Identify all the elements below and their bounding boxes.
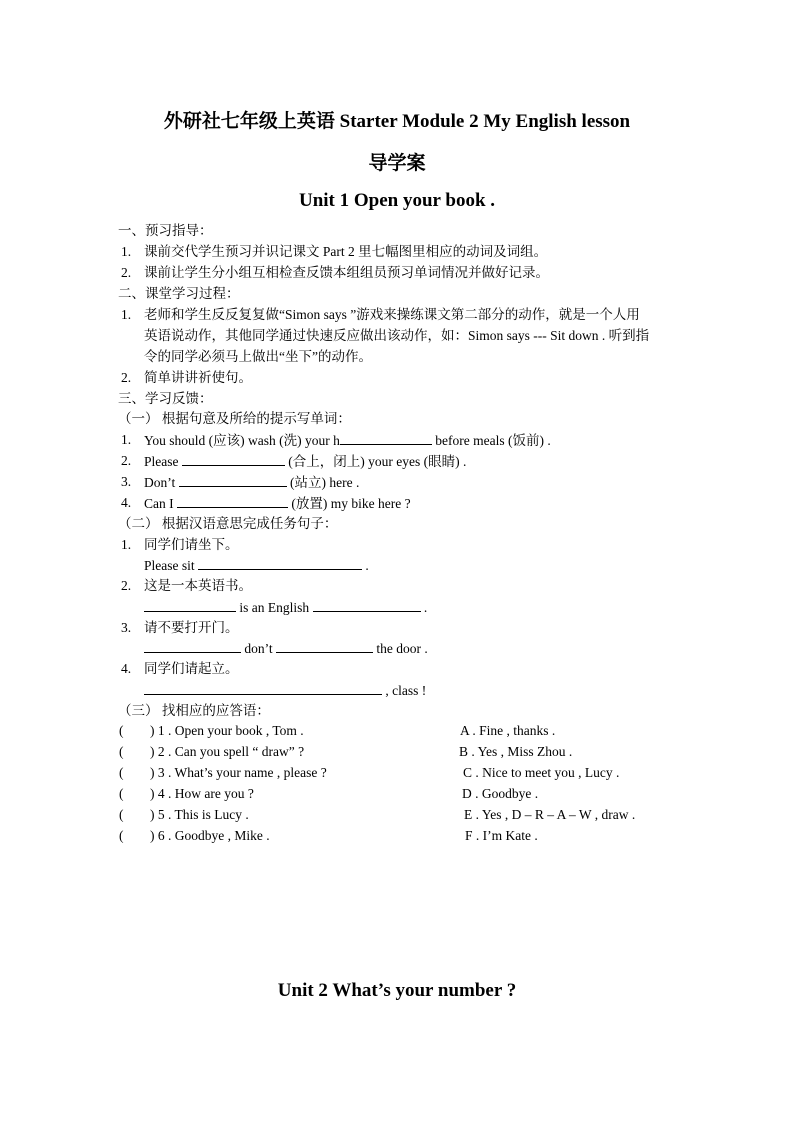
part2-item1-num: 1. [121,537,132,552]
match-paren-6: ( [119,828,124,843]
part2-heading: （二） 根据汉语意思完成任务句子： [118,516,338,531]
part1-item4-after: (放置) my bike here ? [288,496,411,511]
part1-item3-before: Don’t [144,475,179,490]
part1-item1-num: 1. [121,432,132,447]
document-subtitle: 导学案 [368,153,426,174]
part2-item4-num: 4. [121,661,132,676]
answer-blank[interactable] [144,681,382,695]
answer-blank[interactable] [144,598,236,612]
section3-heading: 三、学习反馈： [118,391,213,406]
part2-item4-cn: 同学们请起立。 [144,661,239,676]
match-paren-4: ( [119,786,124,801]
part1-item4 [144,494,411,513]
match-answer-c: C . Nice to meet you , Lucy . [463,765,620,780]
section2-item2-text: 简单讲讲祈使句。 [144,370,252,385]
unit2-title: Unit 2 What’s your number ? [277,980,517,1001]
part2-item1-en [144,556,369,575]
section1-item1-text: 课前交代学生预习并识记课文 Part 2 里七幅图里相应的动词及词组。 [144,244,548,259]
match-answer-d: D . Goodbye . [462,786,539,801]
match-question-2: ) 2 . Can you spell “ draw” ? [150,744,305,759]
part2-item2-cn: 这是一本英语书。 [144,578,252,593]
part1-item3-num: 3. [121,474,132,489]
part1-item2-num: 2. [121,453,132,468]
match-question-1: ) 1 . Open your book , Tom . [150,723,304,738]
match-paren-3: ( [119,765,124,780]
section2-item1-line1: 老师和学生反反复复做“Simon says ”游戏来操练课文第二部分的动作，就是一个人用 [144,307,640,322]
answer-blank[interactable] [179,473,287,487]
part2-item2-en-a: is an English [236,600,313,615]
match-paren-2: ( [119,744,124,759]
answer-blank[interactable] [144,639,241,653]
part3-heading: （三） 找相应的应答语： [118,703,270,718]
part1-item2 [144,452,466,471]
match-answer-b: B . Yes , Miss Zhou . [459,744,573,759]
section1-item2-text: 课前让学生分小组互相检查反馈本组组员预习单词情况并做好记录。 [144,265,549,280]
part1-item2-before: Please [144,454,182,469]
part1-item3-after: (站立) here . [286,475,360,490]
match-question-4: ) 4 . How are you ? [150,786,254,801]
part1-item3 [144,473,359,492]
section2-item1-num: 1. [121,307,132,322]
part1-item4-num: 4. [121,495,132,510]
part2-item1-cn: 同学们请坐下。 [144,537,239,552]
section2-item2-num: 2. [121,370,132,385]
part2-item4-en-b: , class ! [382,683,427,698]
section2-heading: 二、课堂学习过程： [118,286,240,301]
part2-item2-en [144,598,427,617]
section1-heading: 一、预习指导： [118,223,213,238]
part2-item2-num: 2. [121,578,132,593]
part2-item3-cn: 请不要打开门。 [144,620,239,635]
section1-item2-num: 2. [121,265,132,280]
section1-item1-num: 1. [121,244,132,259]
part1-heading: （一） 根据句意及所给的提示写单词： [118,411,351,426]
part2-item1-en-b: . [362,558,369,573]
part2-item4-en [144,681,426,700]
part2-item3-num: 3. [121,620,132,635]
match-paren-5: ( [119,807,124,822]
part1-item2-after: (合上，闭上) your eyes (眼睛) . [284,454,467,469]
part2-item1-en-a: Please sit [144,558,198,573]
part2-item2-en-b: . [420,600,428,615]
answer-blank[interactable] [340,431,432,445]
answer-blank[interactable] [276,639,373,653]
match-question-5: ) 5 . This is Lucy . [150,807,249,822]
match-answer-f: F . I’m Kate . [465,828,538,843]
part2-item3-en-a: don’t [241,641,277,656]
answer-blank[interactable] [177,494,288,508]
answer-blank[interactable] [313,598,421,612]
answer-blank[interactable] [182,452,285,466]
part1-item1-after: before meals (饭前) . [431,433,551,448]
answer-blank[interactable] [198,556,362,570]
part1-item4-before: Can I [144,496,177,511]
unit1-title: Unit 1 Open your book . [298,190,496,211]
document-title: 外研社七年级上英语 Starter Module 2 My English lesson [163,111,631,132]
part2-item3-en [144,639,428,658]
match-answer-a: A . Fine , thanks . [460,723,556,738]
match-question-6: ) 6 . Goodbye , Mike . [150,828,270,843]
section2-item1-line3: 令的同学必须马上做出“坐下”的动作。 [144,349,372,364]
match-paren-1: ( [119,723,124,738]
part1-item1-before: You should (应该) wash (洗) your h [144,433,340,448]
match-answer-e: E . Yes , D – R – A – W , draw . [464,807,636,822]
part1-item1 [144,431,551,450]
match-question-3: ) 3 . What’s your name , please ? [150,765,327,780]
section2-item1-line2: 英语说动作，其他同学通过快速反应做出该动作，如：Simon says --- Sit down . 听到指 [144,328,650,343]
part2-item3-en-b: the door . [373,641,428,656]
